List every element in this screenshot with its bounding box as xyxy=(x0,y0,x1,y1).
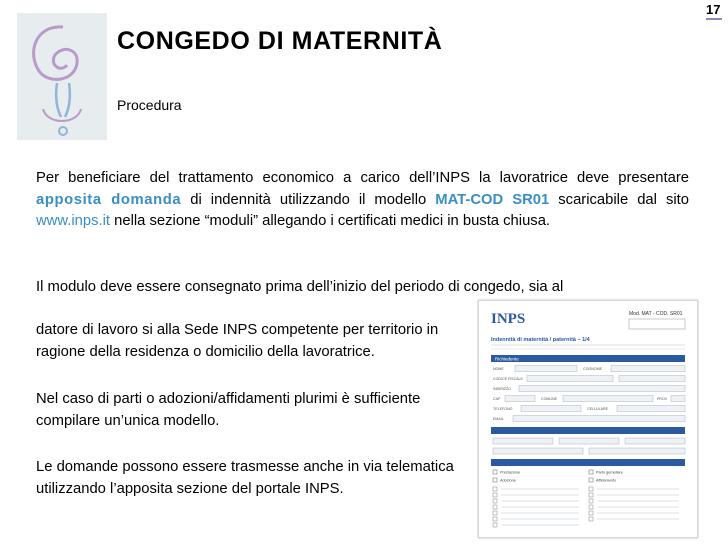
p1-text-2: di indennità utilizzando il modello xyxy=(181,191,436,208)
form-field-label: CODICE FISCALE xyxy=(493,377,523,381)
form-field-label: NOME xyxy=(493,367,504,371)
form-option-label: Adozione xyxy=(500,478,516,483)
form-option-label: Affidamento xyxy=(596,478,617,483)
form-code-text: Mod. MAT - COD. SR01 xyxy=(629,311,683,317)
p1-text-4: nella sezione “moduli” allegando i certificati medici in busta chiusa. xyxy=(110,213,551,230)
form-document-illustration xyxy=(479,301,697,537)
highlight-form-code: MAT-COD SR01 xyxy=(435,191,550,208)
form-image xyxy=(478,300,698,538)
page-number-text: 17 xyxy=(706,2,721,17)
form-field-label: CAP xyxy=(493,397,501,401)
form-heading: Indennità di maternità / paternità – 1/4 xyxy=(491,337,590,343)
highlight-apposita-domanda: apposita domanda xyxy=(36,191,182,208)
maternity-swirl-icon xyxy=(17,13,107,140)
form-field-label: COMUNE xyxy=(541,397,557,401)
form-field-label: TELEFONO xyxy=(493,407,513,411)
page-subtitle: Procedura xyxy=(117,97,182,113)
p1-text-1: Per beneficiare del trattamento economico a carico dell’INPS la lavoratrice deve presentare xyxy=(36,170,689,186)
form-field-label: COGNOME xyxy=(583,367,602,371)
paragraph-delivery-line1: Il modulo deve essere consegnato prima dell’inizio del periodo di congedo, sia al xyxy=(36,279,564,295)
p1-text-3: scaricabile dal sito xyxy=(549,191,689,208)
form-field-label: INDIRIZZO xyxy=(493,387,511,391)
inps-link[interactable]: www.inps.it xyxy=(36,213,111,230)
form-field-label: PROV xyxy=(657,397,668,401)
form-option-label: Prestazione xyxy=(500,470,521,475)
form-option-label: Parto gemellare xyxy=(596,470,623,475)
page-title: CONGEDO DI MATERNITÀ xyxy=(117,27,443,55)
paragraph-requirements xyxy=(36,168,689,233)
paragraph-multiple-births: Nel caso di parti o adozioni/affidamenti plurimi è sufficiente compilare un’unica modello. xyxy=(36,391,421,429)
form-field-label: CELLULARE xyxy=(587,407,608,411)
paragraph-delivery-rest: datore di lavoro si alla Sede INPS competente per territorio in ragione della residenza o domicilio della lavoratrice. xyxy=(36,322,439,360)
page-number xyxy=(706,2,722,20)
form-logo-text: INPS xyxy=(491,311,526,327)
paragraph-telematic: Le domande possono essere trasmesse anche in via telematica utilizzando l’apposita sezione del portale INPS. xyxy=(36,459,454,497)
form-section-label: Richiedente xyxy=(495,356,519,362)
form-field-label: EMAIL xyxy=(493,417,504,421)
maternity-logo xyxy=(17,13,107,140)
page-number-underline xyxy=(706,18,722,20)
